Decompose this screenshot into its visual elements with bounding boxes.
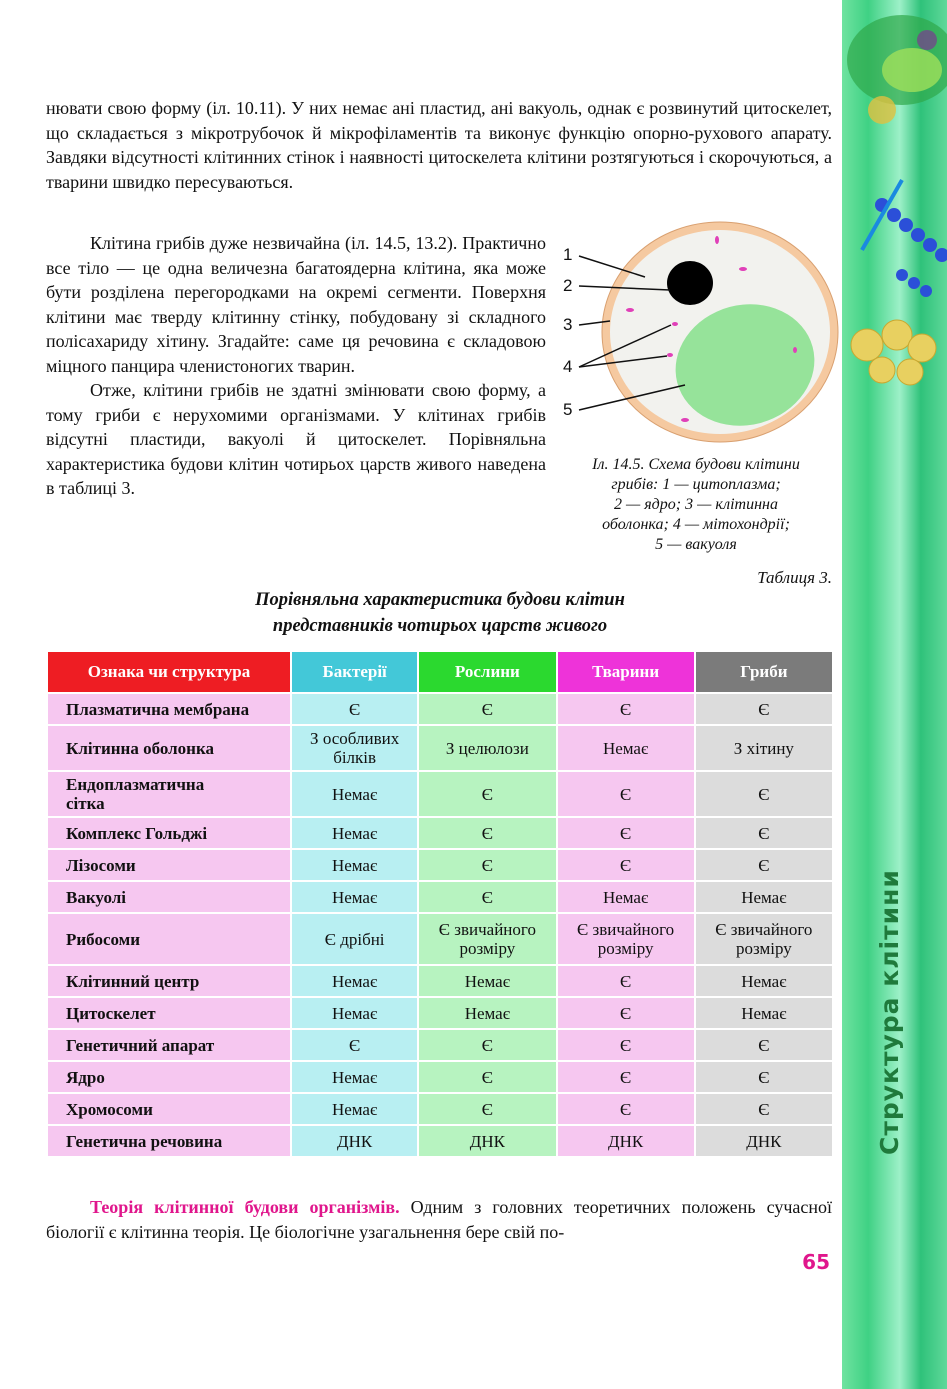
table-cell [292,914,417,964]
row-label [48,966,290,996]
table-cell [696,966,832,996]
table-cell [419,966,555,996]
row-label-line: Рибосоми [66,929,141,949]
cell-line: Є [481,784,493,804]
table-cell [558,694,694,724]
cell-line: Є [758,855,770,875]
table-cell [558,1062,694,1092]
table-cell [292,1030,417,1060]
table-cell [292,850,417,880]
cell-line: З особливих [310,729,400,748]
table-cell [558,914,694,964]
section-heading-inline: Теорія клітинної будови організмів. [90,1197,400,1217]
row-label [48,850,290,880]
paragraph-cell-theory [46,1195,832,1244]
table-row [48,1030,832,1060]
caption-line: 2 — ядро; 3 — клітинна [614,496,778,513]
cell-line: розміру [597,939,654,958]
cell-line: Немає [331,1067,378,1087]
cell-line: Немає [331,1099,378,1119]
row-label-line: Клітинна оболонка [66,738,214,758]
header-plants: Рослини [419,652,555,692]
cell-line: Немає [331,784,378,804]
table-row [48,850,832,880]
paragraph-fungi-cell [46,231,546,501]
cell-line: Є дрібні [324,929,385,949]
paragraph-text: Клітина грибів дуже незвичайна (іл. 14.5, 13.2). Практично все тіло — це одна величезна багатоядерна клітина, яка може бути розділена перегородками на окремі сегменти. Поверхня клітини має тверду клітинну стінку, побудовану зі складного полісахариду хітину. Згадайте: саме ця речовина є складовою міцного панцира членистоногих тварин. [46,233,546,376]
table-cell [558,1126,694,1156]
table-cell [558,726,694,770]
table-cell [419,1062,555,1092]
label-4: 4 [563,357,573,376]
cell-line: Є звичайного [438,920,536,939]
table-cell [696,726,832,770]
figure-caption [560,455,832,555]
cell-line: Немає [331,887,378,907]
row-label-line: сітка [66,794,105,813]
cell-line: розміру [736,939,792,958]
table-cell [696,998,832,1028]
table-cell [696,1062,832,1092]
cell-line: Є [620,1003,632,1023]
label-3: 3 [563,315,573,334]
row-label [48,1094,290,1124]
cell-line: Немає [331,855,378,875]
row-label-line: Плазматична мембрана [66,699,250,719]
row-label [48,772,290,816]
table-row [48,818,832,848]
table-cell [292,1094,417,1124]
row-label [48,882,290,912]
header-fungi: Гриби [696,652,832,692]
table-row [48,998,832,1028]
table-row [48,1094,832,1124]
table-cell [696,1030,832,1060]
row-label [48,998,290,1028]
row-label-line: Хромосоми [66,1099,153,1119]
table-row [48,1126,832,1156]
table-row [48,772,832,816]
cell-line: ДНК [469,1131,505,1151]
table-cell [558,850,694,880]
table-row [48,966,832,996]
header-feature: Ознака чи структура [48,652,290,692]
caption-line: оболонка; 4 — мітохондрії; [602,516,790,533]
cell-line: Є [481,1035,493,1055]
table-cell [558,772,694,816]
cell-line: Є [349,1035,361,1055]
cell-line: Немає [331,1003,378,1023]
cell-line: Є [481,699,493,719]
cell-line: Є [620,823,632,843]
cell-line: Є звичайного [577,920,675,939]
table-cell [419,694,555,724]
cell-line: Немає [741,1003,787,1023]
table-cell [419,1094,555,1124]
cell-line: ДНК [746,1131,782,1151]
cell-line: Немає [331,971,378,991]
row-label [48,914,290,964]
table-cell [292,1126,417,1156]
cell-line: Є [620,855,632,875]
cell-line: Немає [602,887,649,907]
cell-line: Немає [741,887,787,907]
table-cell [419,882,555,912]
table-cell [419,998,555,1028]
table-cell [558,818,694,848]
cell-line: Є [758,784,770,804]
cell-line: Немає [464,1003,511,1023]
table-cell [696,694,832,724]
table-number-label: Таблиця 3. [757,568,832,587]
cell-line: Є [620,971,632,991]
cell-line: Є [758,1099,770,1119]
table-cell [696,882,832,912]
row-label-line: Вакуолі [66,887,127,907]
cell-line: Є [758,699,770,719]
table-row [48,1062,832,1092]
cell-line: Є звичайного [715,920,813,939]
row-label-line: Лізосоми [66,855,136,875]
table-row [48,726,832,770]
table-cell [696,1126,832,1156]
paragraph-text: нювати свою форму (іл. 10.11). У них немає ані пластид, ані вакуоль, однак є розвинутий цитоскелет, що складається з мікротрубочок й мікрофіламентів та виконує функцію опорно-рухового апарату. Завдяки відсутності клітинних стінок і наявності цитоскелета клітини розтягуються і скорочуються, а тварини швидко пересуваються. [46,98,832,192]
page-number: 65 [802,1250,830,1274]
cell-line: Є [620,784,632,804]
header-bacteria: Бактерії [292,652,417,692]
cell-line: Немає [464,971,511,991]
table-row [48,882,832,912]
row-label-line: Ендоплазматична [66,775,205,794]
row-label-line: Ядро [66,1067,105,1087]
row-label-line: Комплекс Гольджі [66,823,208,843]
row-label [48,726,290,770]
cell-line: ДНК [337,1131,373,1151]
table-body [48,694,832,1156]
table-cell [292,998,417,1028]
table-cell [419,1126,555,1156]
paragraph-text: Отже, клітини грибів не здатні змінювати свою форму, а тому гриби є нерухомими організмами. У клітинах грибів відсутні пластиди, вакуолі й цитоскелет. Порівняльна характеристика будови клітин чотирьох царств живого наведена в таблиці 3. [46,380,546,498]
caption-line: 5 — вакуоля [655,536,737,553]
cell-line: З хітину [733,738,794,758]
table-cell [419,1030,555,1060]
sidebar-microbe-illustration [842,0,947,390]
chapter-side-title: Структура клітини [875,869,904,1155]
row-label [48,1030,290,1060]
cell-line: Є [758,823,770,843]
row-label [48,694,290,724]
row-label-line: Цитоскелет [66,1003,156,1023]
cell-line: Немає [741,971,787,991]
table-cell [419,914,555,964]
table-cell [558,966,694,996]
row-label-line: Клітинний центр [66,971,200,991]
table-cell [696,1094,832,1124]
row-label-line: Генетичний апарат [66,1035,215,1055]
cell-line: Немає [331,823,378,843]
table-cell [696,818,832,848]
table-cell [558,882,694,912]
table-cell [419,726,555,770]
row-label [48,1062,290,1092]
table-title [46,587,834,639]
table-cell [292,694,417,724]
row-label [48,818,290,848]
caption-line: грибів: 1 — цитоплазма; [611,476,781,493]
table-title-line: Порівняльна характеристика будови клітин [255,590,625,610]
table-cell [292,1062,417,1092]
row-label [48,1126,290,1156]
table-cell [292,966,417,996]
table-title-line: представників чотирьох царств живого [272,616,608,636]
fungi-cell-diagram [555,215,840,450]
table-cell [696,914,832,964]
label-1: 1 [563,245,573,264]
cell-line: Є [481,823,493,843]
cell-line: Є [349,699,361,719]
table-cell [292,818,417,848]
label-5: 5 [563,400,573,419]
table-cell [558,1030,694,1060]
table-header-row [48,652,832,692]
table-cell [696,850,832,880]
header-animals: Тварини [558,652,694,692]
cell-line: Є [481,1099,493,1119]
row-label-line: Генетична речовина [66,1131,223,1151]
caption-line: Іл. 14.5. Схема будови клітини [592,456,800,473]
paragraph-animal-cell [46,96,832,194]
cell-line: Немає [602,738,649,758]
cell-line: Є [758,1067,770,1087]
table-cell [696,772,832,816]
comparison-table [46,650,834,1158]
cell-line: ДНК [608,1131,644,1151]
table-cell [292,726,417,770]
table-cell [558,1094,694,1124]
table-row [48,694,832,724]
cell-line: Є [620,1067,632,1087]
cell-line: Є [481,855,493,875]
paragraph-text: Одним з головних теоретичних положень сучасної біології є клітинна теорія. Це біологічне узагальнення бере свій по- [46,1197,833,1242]
table-cell [558,998,694,1028]
cell-line: Є [481,887,493,907]
table-row [48,914,832,964]
table-cell [419,818,555,848]
cell-line: Є [758,1035,770,1055]
cell-line: Є [481,1067,493,1087]
table-cell [419,850,555,880]
cell-line: Є [620,1035,632,1055]
label-2: 2 [563,276,573,295]
cell-line: Є [620,699,632,719]
table-cell [419,772,555,816]
cell-line: розміру [459,939,516,958]
cell-line: З целюлози [445,738,529,758]
table-cell [292,772,417,816]
nucleus [667,261,713,305]
cell-line: Є [620,1099,632,1119]
table-cell [292,882,417,912]
cell-line: білків [333,748,377,767]
